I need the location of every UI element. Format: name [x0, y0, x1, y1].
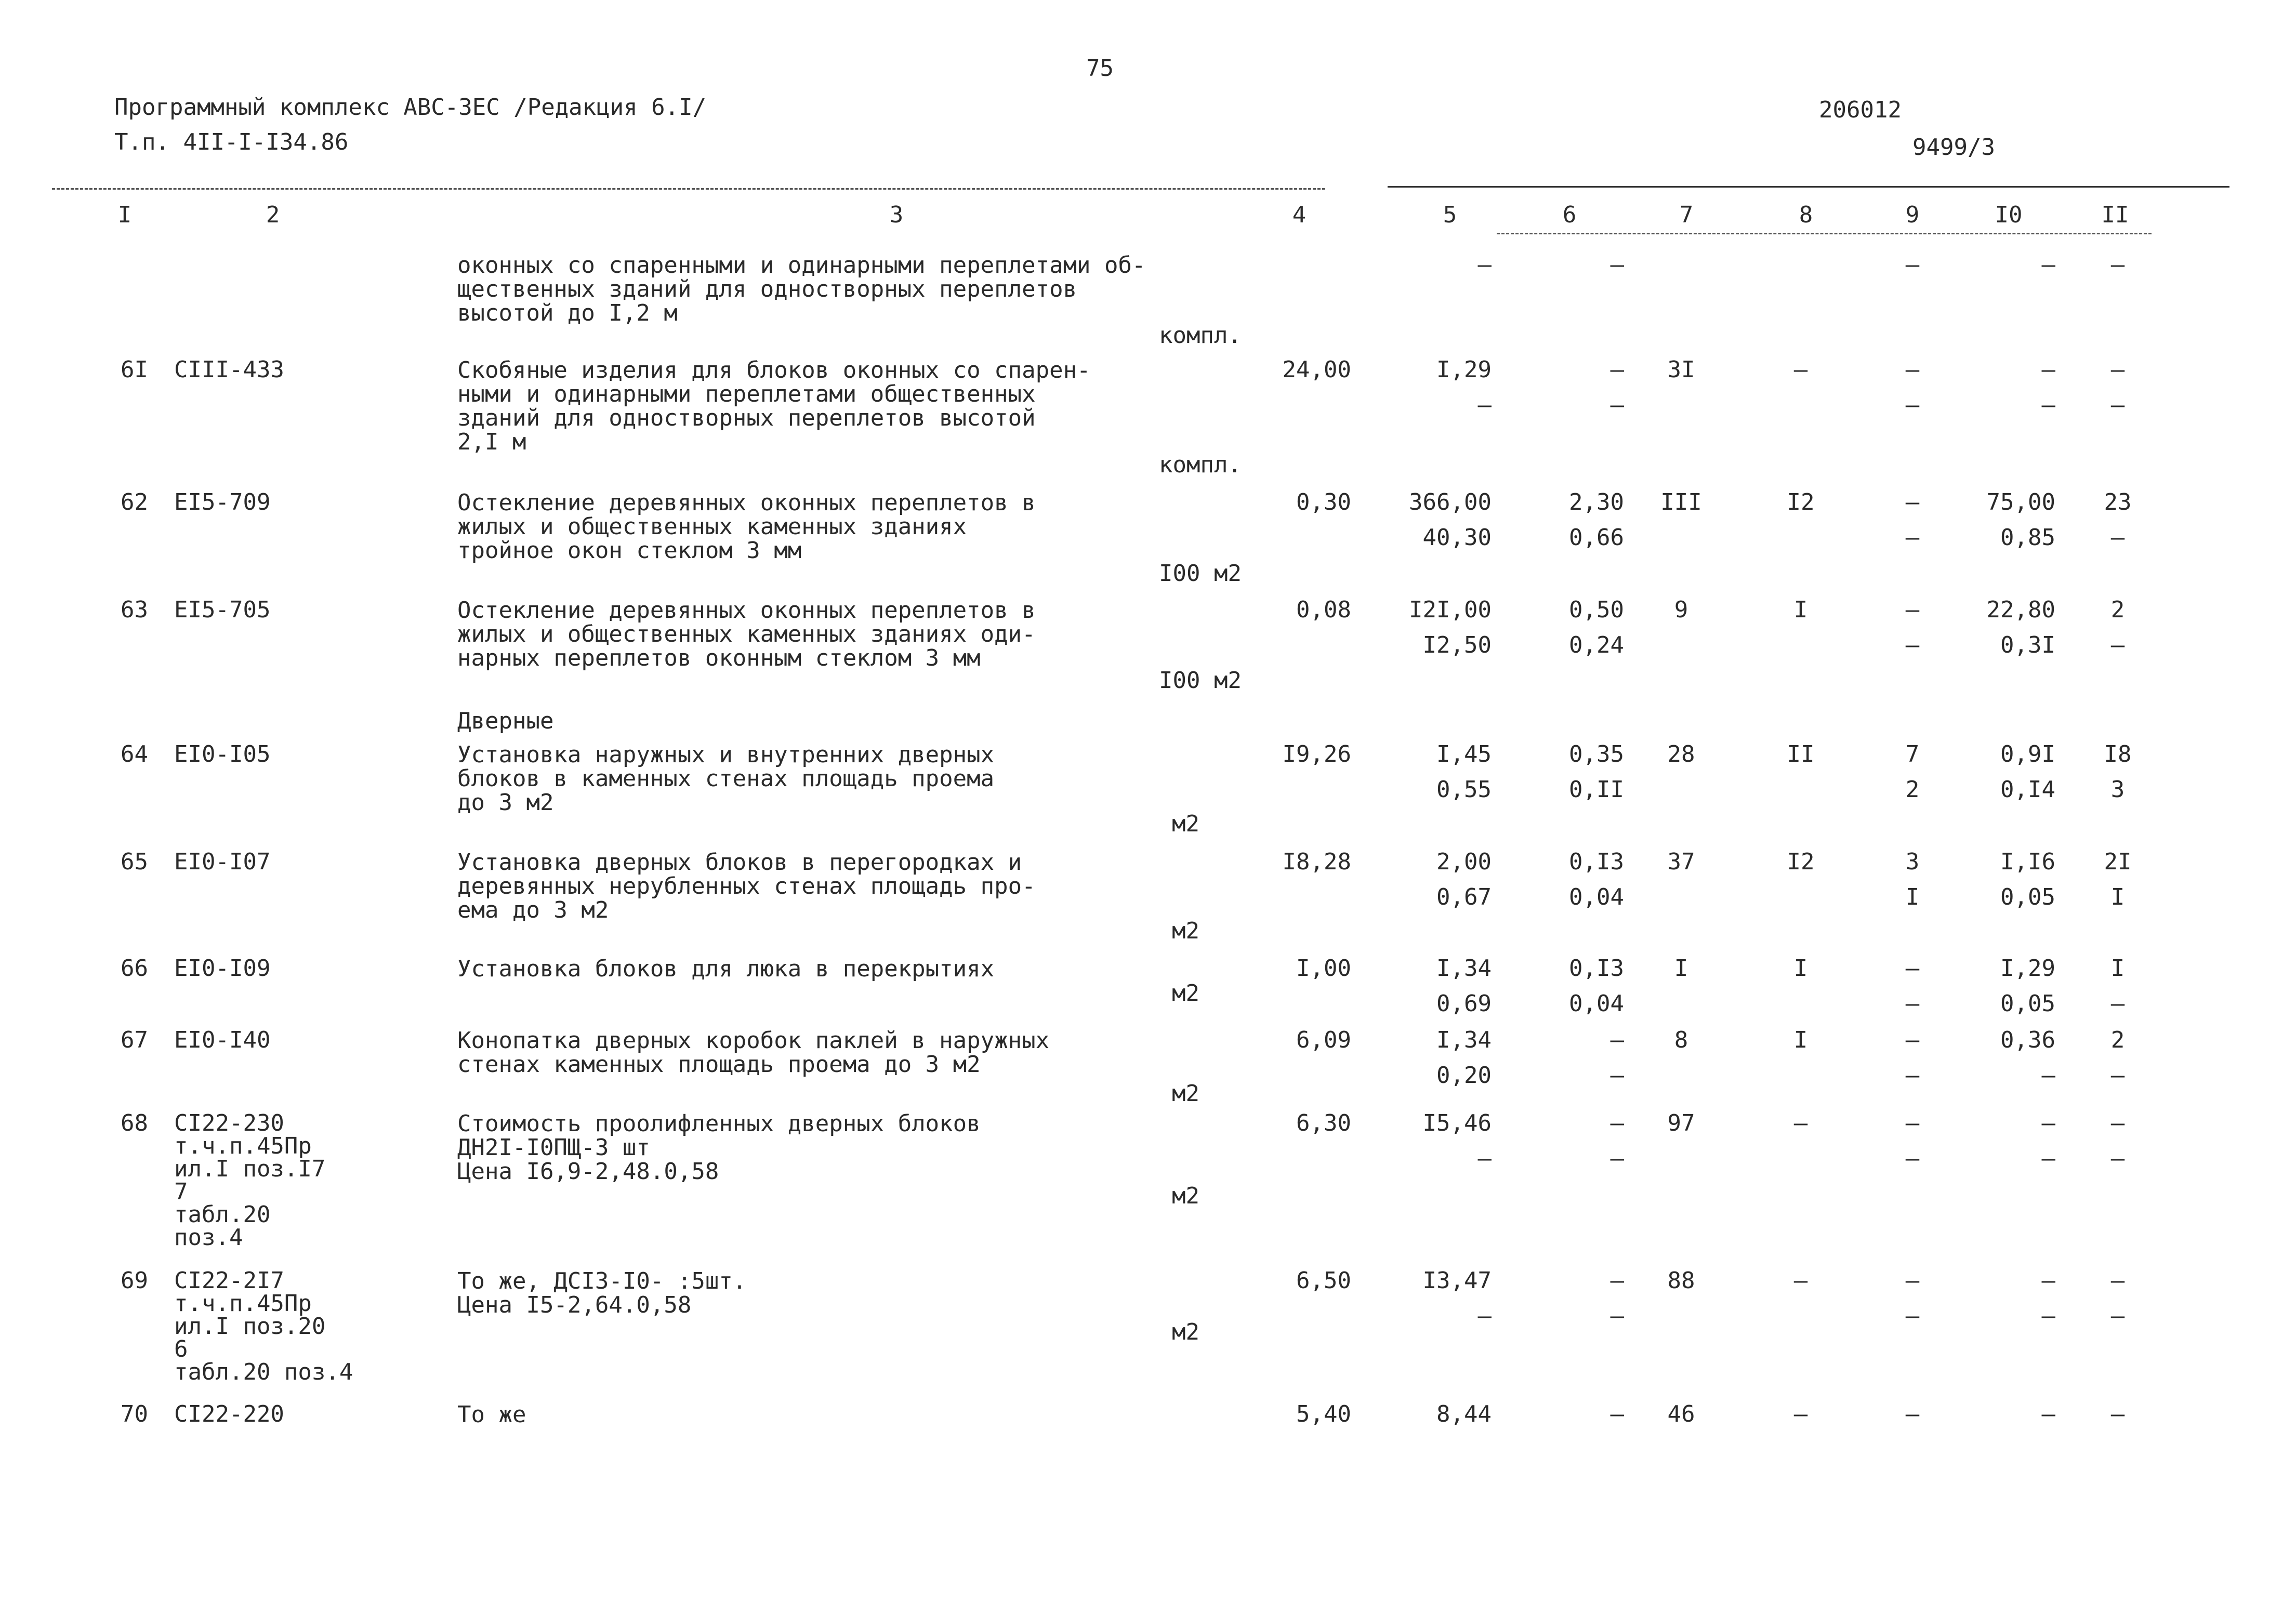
col9-value: – — [1905, 356, 1920, 383]
labor-hours-machinist: – — [2041, 1062, 2055, 1089]
labor-hours: – — [2041, 251, 2055, 278]
unit-cost: I,34 — [1436, 1027, 1492, 1053]
unit-cost-wages: 40,30 — [1422, 524, 1492, 551]
program-title: Программный комплекс АВС-3ЕС /Редакция 6.I/ — [114, 94, 707, 121]
machine-cost: – — [1610, 1110, 1624, 1136]
labor-hours: – — [2041, 356, 2055, 383]
unit-of-measure: м2 — [1172, 1183, 1199, 1209]
machine-wages: 0,04 — [1569, 884, 1624, 910]
labor-total-machinist: – — [2110, 1062, 2125, 1089]
total-cost: 28 — [1667, 741, 1695, 767]
column-header-1: I — [117, 202, 132, 228]
unit-cost-wages: I2,50 — [1422, 632, 1492, 658]
column-header-3: 3 — [889, 202, 904, 228]
unit-of-measure: I00 м2 — [1159, 667, 1242, 694]
machine-wages: 0,66 — [1569, 524, 1624, 551]
quantity-value: 24,00 — [1282, 356, 1351, 383]
work-code: СI22-2I7 т.ч.п.45Пр ил.I поз.20 6 табл.20 поз.4 — [174, 1267, 353, 1385]
unit-cost: 366,00 — [1409, 489, 1492, 515]
labor-hours: – — [2041, 1401, 2055, 1427]
work-code: СIII-433 — [174, 356, 284, 383]
labor-total: I8 — [2104, 741, 2132, 767]
machine-wages: 0,04 — [1569, 990, 1624, 1017]
row-number: 65 — [121, 849, 148, 875]
col9-value: – — [1905, 1267, 1920, 1294]
unit-cost: I3,47 — [1422, 1267, 1492, 1294]
machine-wages: 0,II — [1569, 776, 1624, 803]
work-code: ЕI5-705 — [174, 597, 271, 623]
unit-cost-wages: – — [1477, 392, 1492, 418]
work-code: ЕI0-I40 — [174, 1027, 271, 1053]
work-description: Скобяные изделия для блоков оконных со спарен- ными и одинарными переплетами общественных зданий для одностворных переплетов высотой 2,I м — [457, 357, 1091, 455]
quantity-value: 5,40 — [1296, 1401, 1351, 1427]
project-code: Т.п. 4II-I-I34.86 — [114, 129, 349, 155]
quantity-value: 6,09 — [1296, 1027, 1351, 1053]
total-cost: 88 — [1667, 1267, 1695, 1294]
unit-cost-wages: 0,20 — [1436, 1062, 1492, 1089]
work-description: Установка блоков для люка в перекрытиях — [457, 956, 995, 982]
labor-total: 2 — [2110, 1027, 2125, 1053]
total-cost: I — [1674, 955, 1688, 982]
row-number: 69 — [121, 1267, 148, 1294]
work-code: ЕI5-709 — [174, 489, 271, 515]
col9-value-sub: – — [1905, 990, 1920, 1017]
machine-cost: 0,I3 — [1569, 955, 1624, 982]
unit-cost-wages: 0,67 — [1436, 884, 1492, 910]
total-cost: 46 — [1667, 1401, 1695, 1427]
col9-value: 3 — [1905, 849, 1920, 875]
labor-hours: – — [2041, 1110, 2055, 1136]
labor-total: I — [2110, 955, 2125, 982]
work-code: СI22-220 — [174, 1401, 284, 1427]
col9-value: – — [1905, 1110, 1920, 1136]
work-description: То же, ДСI3-I0- :5шт. Цена I5-2,64.0,58 — [457, 1268, 747, 1318]
quantity-value: 0,30 — [1296, 489, 1351, 515]
unit-cost: I2I,00 — [1409, 597, 1492, 623]
unit-cost: – — [1477, 251, 1492, 278]
machine-wages: 0,24 — [1569, 632, 1624, 658]
col9-value-sub: – — [1905, 1303, 1920, 1329]
total-cost: 8 — [1674, 1027, 1688, 1053]
labor-total: – — [2110, 1110, 2125, 1136]
row-number: 68 — [121, 1110, 148, 1136]
sheet-number: 9499/3 — [1912, 134, 1995, 161]
labor-total: 2I — [2104, 849, 2132, 875]
machine-wages: – — [1610, 1145, 1624, 1172]
unit-cost-wages: 0,55 — [1436, 776, 1492, 803]
unit-of-measure: м2 — [1172, 1080, 1199, 1107]
unit-of-measure: м2 — [1172, 980, 1199, 1007]
labor-total: – — [2110, 1401, 2125, 1427]
col9-value-sub: – — [1905, 632, 1920, 658]
total-cost: III — [1660, 489, 1702, 515]
machine-cost: – — [1610, 1027, 1624, 1053]
col9-value-sub: 2 — [1905, 776, 1920, 803]
work-description: Установка дверных блоков в перегородках и деревянных нерубленных стенах площадь про- ема до 3 м2 — [457, 849, 1036, 923]
labor-hours: I,29 — [2000, 955, 2055, 982]
work-description: Установка наружных и внутренних дверных блоков в каменных стенах площадь проема до 3 м2 — [457, 742, 995, 816]
work-code: ЕI0-I07 — [174, 849, 271, 875]
labor-hours-machinist: – — [2041, 1303, 2055, 1329]
machine-cost: – — [1610, 1401, 1624, 1427]
unit-cost: I5,46 — [1422, 1110, 1492, 1136]
row-number: 6I — [121, 356, 148, 383]
total-cost: 37 — [1667, 849, 1695, 875]
page-number: 75 — [1086, 55, 1114, 82]
header-rule-left — [52, 188, 1325, 190]
labor-total-machinist: – — [2110, 1303, 2125, 1329]
work-description: Стоимость проолифленных дверных блоков ДН2I-I0ПЩ-3 шт Цена I6,9-2,48.0,58 — [457, 1110, 981, 1185]
machine-wages: – — [1610, 1303, 1624, 1329]
column-header-9: 9 — [1905, 202, 1920, 228]
labor-total-machinist: – — [2110, 524, 2125, 551]
work-code: ЕI0-I09 — [174, 955, 271, 982]
col9-value: – — [1905, 251, 1920, 278]
labor-total-machinist: – — [2110, 632, 2125, 658]
total-wages: – — [1793, 1110, 1808, 1136]
row-number: 63 — [121, 597, 148, 623]
labor-total-machinist: – — [2110, 392, 2125, 418]
total-wages: I2 — [1787, 489, 1815, 515]
labor-total: – — [2110, 251, 2125, 278]
col9-value-sub: I — [1905, 884, 1920, 910]
total-wages: I2 — [1787, 849, 1815, 875]
column-header-2: 2 — [266, 202, 280, 228]
col9-value-sub: – — [1905, 524, 1920, 551]
quantity-value: I,00 — [1296, 955, 1351, 982]
total-wages: I — [1793, 955, 1808, 982]
col9-value: – — [1905, 597, 1920, 623]
total-wages: I — [1793, 597, 1808, 623]
labor-hours-machinist: – — [2041, 392, 2055, 418]
labor-hours: 0,9I — [2000, 741, 2055, 767]
work-description: Остекление деревянных оконных переплетов в жилых и общественных каменных зданиях тройное окон стеклом 3 мм — [457, 489, 1036, 564]
labor-total: – — [2110, 1267, 2125, 1294]
quantity-value: I8,28 — [1282, 849, 1351, 875]
total-wages: I — [1793, 1027, 1808, 1053]
quantity-value: 6,50 — [1296, 1267, 1351, 1294]
unit-of-measure: I00 м2 — [1159, 560, 1242, 587]
unit-cost: I,34 — [1436, 955, 1492, 982]
machine-wages: – — [1610, 392, 1624, 418]
labor-hours: 0,36 — [2000, 1027, 2055, 1053]
row-number: 66 — [121, 955, 148, 982]
labor-hours: 22,80 — [1986, 597, 2055, 623]
unit-cost-wages: – — [1477, 1303, 1492, 1329]
col9-value-sub: – — [1905, 1062, 1920, 1089]
column-header-10: I0 — [1995, 202, 2023, 228]
labor-hours: I,I6 — [2000, 849, 2055, 875]
labor-hours-machinist: 0,I4 — [2000, 776, 2055, 803]
header-rule-right — [1388, 186, 2229, 188]
work-description: Остекление деревянных оконных переплетов в жилых и общественных каменных зданиях оди- нарных переплетов оконным стеклом 3 мм — [457, 597, 1036, 671]
labor-total-machinist: I — [2110, 884, 2125, 910]
col9-value: – — [1905, 1027, 1920, 1053]
col9-value: – — [1905, 955, 1920, 982]
row-number: 64 — [121, 741, 148, 767]
machine-cost: 2,30 — [1569, 489, 1624, 515]
col9-value: – — [1905, 1401, 1920, 1427]
document-code: 206012 — [1819, 97, 1902, 123]
machine-cost: – — [1610, 251, 1624, 278]
total-cost: 3I — [1667, 356, 1695, 383]
column-header-8: 8 — [1799, 202, 1813, 228]
col9-value-sub: – — [1905, 392, 1920, 418]
work-code: ЕI0-I05 — [174, 741, 271, 767]
col9-value: – — [1905, 489, 1920, 515]
col9-value-sub: – — [1905, 1145, 1920, 1172]
column-header-4: 4 — [1292, 202, 1307, 228]
col9-value: 7 — [1905, 741, 1920, 767]
work-description: Конопатка дверных коробок паклей в наружных стенах каменных площадь проема до 3 м2 — [457, 1027, 1050, 1078]
work-code: СI22-230 т.ч.п.45Пр ил.I поз.I7 7 табл.20 поз.4 — [174, 1110, 326, 1251]
labor-total-machinist: – — [2110, 990, 2125, 1017]
total-wages: – — [1793, 1267, 1808, 1294]
labor-total: 23 — [2104, 489, 2132, 515]
column-header-rule — [1497, 233, 2152, 234]
unit-of-measure: компл. — [1159, 452, 1242, 478]
unit-of-measure: м2 — [1172, 918, 1199, 944]
labor-hours-machinist: – — [2041, 1145, 2055, 1172]
column-header-11: II — [2101, 202, 2129, 228]
row-number: 70 — [121, 1401, 148, 1427]
labor-hours-machinist: 0,85 — [2000, 524, 2055, 551]
unit-of-measure: м2 — [1172, 1319, 1199, 1345]
quantity-value: 0,08 — [1296, 597, 1351, 623]
total-cost: 9 — [1674, 597, 1688, 623]
total-wages: – — [1793, 1401, 1808, 1427]
labor-total: – — [2110, 356, 2125, 383]
unit-of-measure: компл. — [1159, 322, 1242, 349]
labor-total-machinist: 3 — [2110, 776, 2125, 803]
labor-total-machinist: – — [2110, 1145, 2125, 1172]
labor-hours-machinist: 0,05 — [2000, 990, 2055, 1017]
total-cost: 97 — [1667, 1110, 1695, 1136]
machine-wages: – — [1610, 1062, 1624, 1089]
column-header-7: 7 — [1679, 202, 1694, 228]
labor-hours-machinist: 0,05 — [2000, 884, 2055, 910]
labor-hours: 75,00 — [1986, 489, 2055, 515]
work-description: оконных со спаренными и одинарными переплетами об- щественных зданий для одностворных переплетов высотой до I,2 м — [457, 252, 1146, 326]
row-number: 67 — [121, 1027, 148, 1053]
labor-hours: – — [2041, 1267, 2055, 1294]
labor-total: 2 — [2110, 597, 2125, 623]
unit-cost: I,29 — [1436, 356, 1492, 383]
unit-cost-wages: – — [1477, 1145, 1492, 1172]
total-wages: II — [1787, 741, 1815, 767]
machine-cost: – — [1610, 356, 1624, 383]
quantity-value: 6,30 — [1296, 1110, 1351, 1136]
unit-cost: I,45 — [1436, 741, 1492, 767]
work-description: Дверные — [457, 708, 554, 734]
column-header-5: 5 — [1443, 202, 1457, 228]
machine-cost: – — [1610, 1267, 1624, 1294]
unit-cost: 2,00 — [1436, 849, 1492, 875]
unit-of-measure: м2 — [1172, 811, 1199, 837]
quantity-value: I9,26 — [1282, 741, 1351, 767]
machine-cost: 0,50 — [1569, 597, 1624, 623]
work-description: То же — [457, 1401, 526, 1428]
labor-hours-machinist: 0,3I — [2000, 632, 2055, 658]
machine-cost: 0,I3 — [1569, 849, 1624, 875]
column-header-6: 6 — [1562, 202, 1577, 228]
total-wages: – — [1793, 356, 1808, 383]
machine-cost: 0,35 — [1569, 741, 1624, 767]
unit-cost: 8,44 — [1436, 1401, 1492, 1427]
unit-cost-wages: 0,69 — [1436, 990, 1492, 1017]
row-number: 62 — [121, 489, 148, 515]
